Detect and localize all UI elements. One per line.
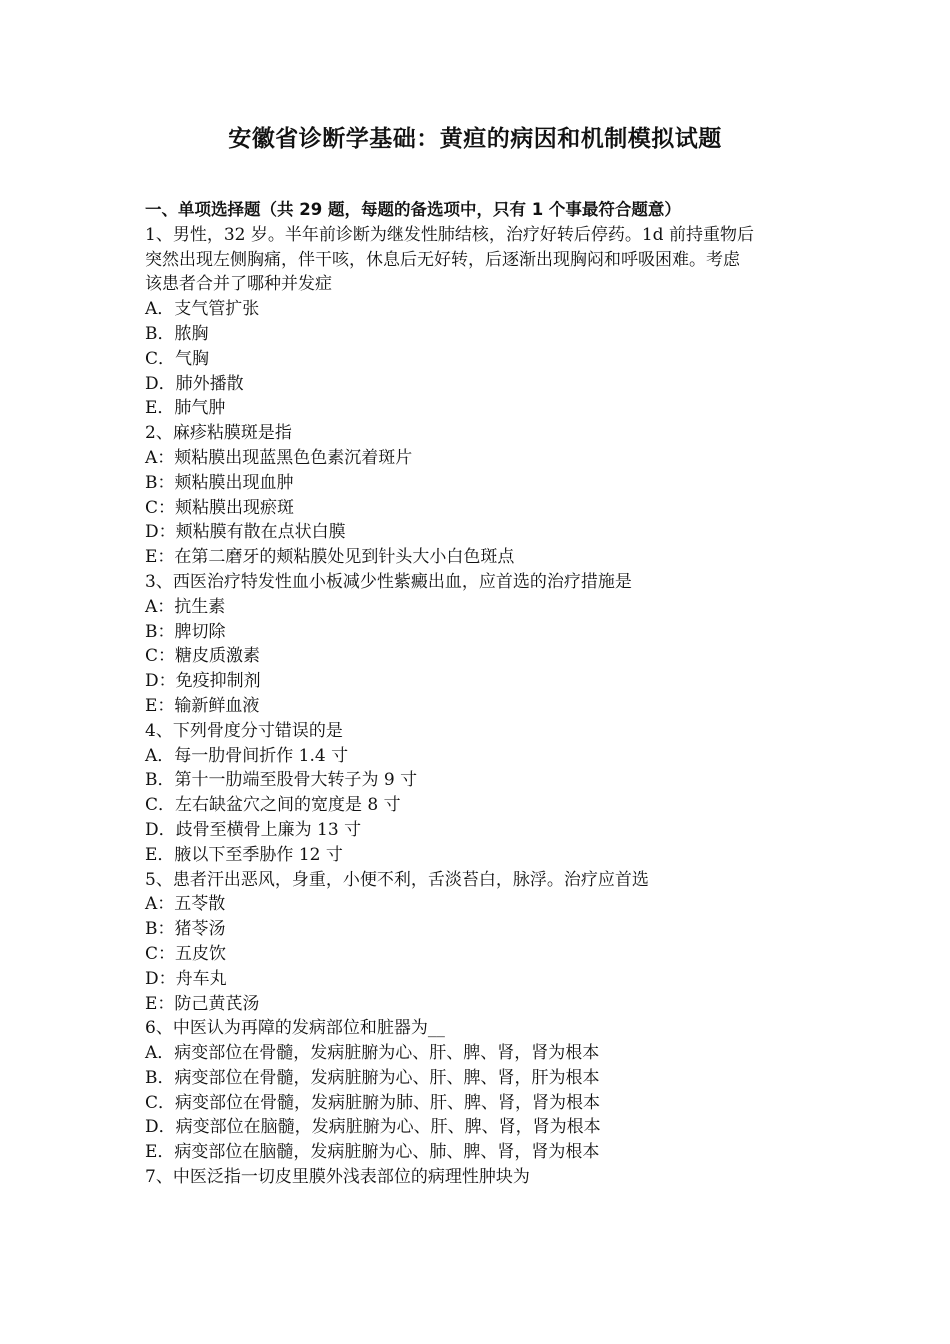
page-title: 安徽省诊断学基础：黄疸的病因和机制模拟试题 (228, 126, 722, 152)
option-a: A．病变部位在骨髓，发病脏腑为心、肝、脾、肾，肾为根本 (145, 1043, 600, 1064)
option-e: E．腋以下至季胁作 12 寸 (145, 844, 343, 865)
question-text: 5、患者汗出恶风，身重，小便不利，舌淡苔白，脉浮。治疗应首选 (145, 869, 649, 890)
option-d: D：颊粘膜有散在点状白膜 (145, 522, 346, 543)
option-e: E：在第二磨牙的颊粘膜处见到针头大小白色斑点 (145, 547, 515, 568)
option-c: C：糖皮质激素 (145, 646, 261, 667)
option-e: E：防己黄芪汤 (145, 993, 260, 1014)
question-7 (145, 1165, 825, 1190)
option-c: C：颊粘膜出现瘀斑 (145, 497, 295, 518)
option-b: B：猪苓汤 (145, 919, 226, 940)
question-3 (145, 570, 825, 719)
question-text: 突然出现左侧胸痛，伴干咳，休息后无好转，后逐渐出现胸闷和呼吸困难。考虑 (145, 249, 740, 270)
option-d: D．肺外播散 (145, 373, 244, 394)
question-text: 2、麻疹粘膜斑是指 (145, 423, 292, 444)
question-2 (145, 421, 825, 570)
option-d: D：舟车丸 (145, 968, 227, 989)
option-a: A．每一肋骨间折作 1.4 寸 (145, 745, 349, 766)
option-d: D：免疫抑制剂 (145, 671, 261, 692)
option-c: C：五皮饮 (145, 943, 227, 964)
option-e: E．肺气肿 (145, 398, 226, 419)
option-b: B：颊粘膜出现血肿 (145, 472, 294, 493)
question-4 (145, 719, 825, 868)
question-5 (145, 868, 825, 1017)
document-body (145, 198, 825, 1190)
option-a: A：颊粘膜出现蓝黑色色素沉着斑片 (145, 447, 413, 468)
option-b: B：脾切除 (145, 621, 226, 642)
option-a: A．支气管扩张 (145, 299, 260, 320)
option-b: B．脓胸 (145, 323, 209, 344)
question-1 (145, 223, 825, 421)
option-d: D．病变部位在脑髓，发病脏腑为心、肝、脾、肾，肾为根本 (145, 1117, 601, 1138)
question-6 (145, 1016, 825, 1165)
option-c: C．左右缺盆穴之间的宽度是 8 寸 (145, 795, 401, 816)
option-b: B．第十一肋端至股骨大转子为 9 寸 (145, 770, 418, 791)
question-text: 该患者合并了哪种并发症 (145, 274, 332, 295)
option-d: D．歧骨至横骨上廉为 13 寸 (145, 819, 362, 840)
question-text: 7、中医泛指一切皮里膜外浅表部位的病理性肿块为 (145, 1167, 530, 1188)
option-e: E．病变部位在脑髓，发病脏腑为心、肺、脾、肾，肾为根本 (145, 1142, 600, 1163)
option-b: B．病变部位在骨髓，发病脏腑为心、肝、脾、肾，肝为根本 (145, 1067, 600, 1088)
option-c: C．病变部位在骨髓，发病脏腑为肺、肝、脾、肾，肾为根本 (145, 1092, 601, 1113)
question-text: 6、中医认为再障的发病部位和脏器为__ (145, 1018, 445, 1039)
option-e: E：输新鲜血液 (145, 695, 260, 716)
question-text: 1、男性，32 岁。半年前诊断为继发性肺结核，治疗好转后停药。1d 前持重物后 (145, 224, 754, 245)
question-text: 4、下列骨度分寸错误的是 (145, 720, 343, 741)
option-a: A：抗生素 (145, 596, 226, 617)
question-text: 3、西医治疗特发性血小板减少性紫癜出血，应首选的治疗措施是 (145, 571, 632, 592)
option-c: C．气胸 (145, 348, 210, 369)
option-a: A：五苓散 (145, 894, 226, 915)
section-heading: 一、单项选择题（共 29 题，每题的备选项中，只有 1 个事最符合题意） (145, 200, 681, 219)
